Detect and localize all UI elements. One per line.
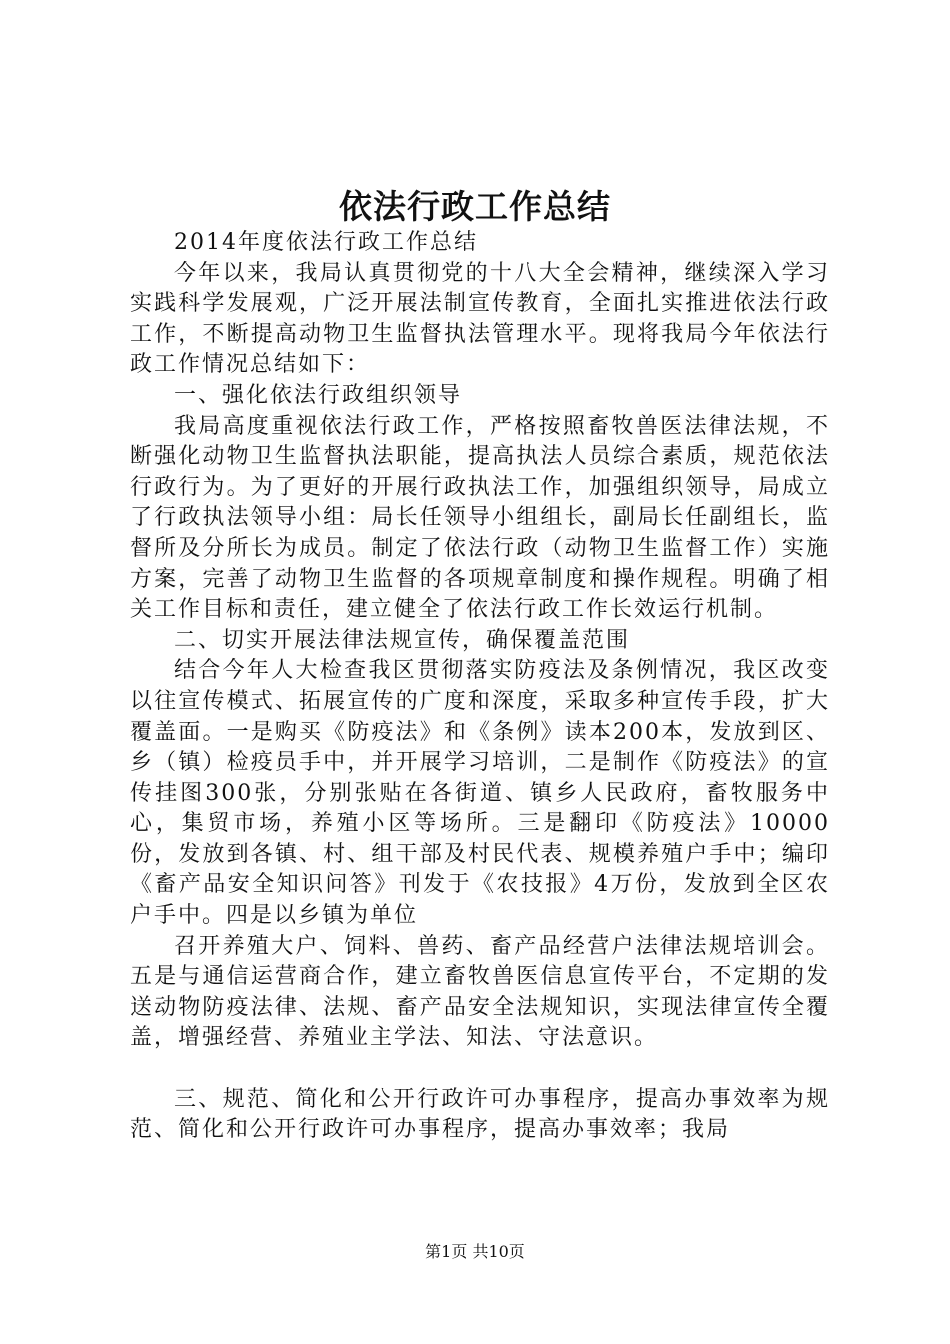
page-footer: 第1页 共10页 — [425, 1242, 525, 1261]
intro-paragraph: 今年以来，我局认真贯彻党的十八大全会精神，继续深入学习实践科学发展观，广泛开展法制宣传教育，全面扎实推进依法行政工作，不断提高动物卫生监督执法管理水平。现将我局今年依法行政工作情况总结如下： — [130, 260, 830, 378]
document-body — [130, 228, 830, 1146]
subtitle-paragraph: 2014年度依法行政工作总结 — [174, 230, 478, 255]
section-1-paragraph: 我局高度重视依法行政工作，严格按照畜牧兽医法律法规，不断强化动物卫生监督执法职能，提高执法人员综合素质，规范依法行政行为。为了更好的开展行政执法工作，加强组织领导，局成立了行政执法领导小组：局长任领导小组组长，副局长任副组长，监督所及分所长为成员。制定了依法行政（动物卫生监督工作）实施方案，完善了动物卫生监督的各项规章制度和操作规程。明确了相关工作目标和责任，建立健全了依法行政工作长效运行机制。 — [130, 413, 830, 623]
section-heading-2: 二、切实开展法律法规宣传，确保覆盖范围 — [174, 627, 631, 653]
section-heading-1: 一、强化依法行政组织领导 — [174, 382, 463, 408]
section-2-paragraph: 结合今年人大检查我区贯彻落实防疫法及条例情况，我区改变以往宣传模式、拓展宣传的广度和深度，采取多种宣传手段，扩大覆盖面。一是购买《防疫法》和《条例》读本200本，发放到区、乡（镇）检疫员手中，并开展学习培训，二是制作《防疫法》的宣传挂图300张，分别张贴在各街道、镇乡人民政府，畜牧服务中心，集贸市场，养殖小区等场所。三是翻印《防疫法》10000份，发放到各镇、村、组干部及村民代表、规模养殖户手中；编印《畜产品安全知识问答》刊发于《农技报》4万份，发放到全区农户手中。四是以乡镇为单位 — [130, 658, 830, 929]
document-title: 依法行政工作总结 — [339, 187, 611, 226]
section-heading-3: 三、规范、简化和公开行政许可办事程序，提高办事效率为规范、简化和公开行政许可办事程序，提高办事效率；我局 — [130, 1086, 830, 1143]
section-2-continued-paragraph: 召开养殖大户、饲料、兽药、畜产品经营户法律法规培训会。五是与通信运营商合作，建立畜牧兽医信息宣传平台，不定期的发送动物防疫法律、法规、畜产品安全法规知识，实现法律宣传全覆盖，增强经营、养殖业主学法、知法、守法意识。 — [130, 933, 830, 1051]
